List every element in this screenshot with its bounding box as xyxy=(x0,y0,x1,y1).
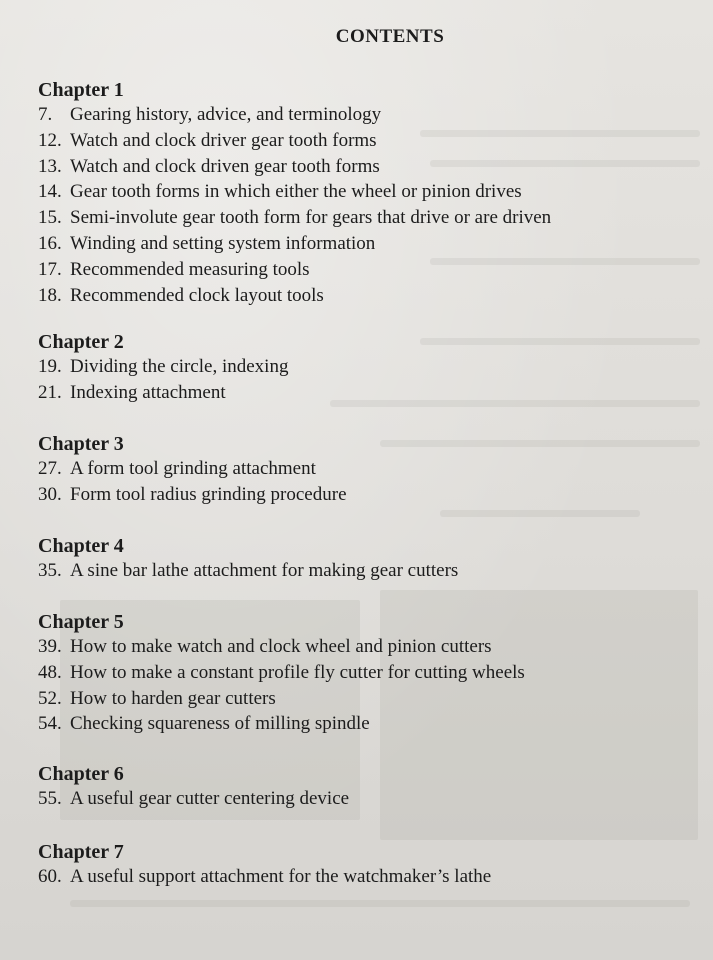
toc-page-number: 7. xyxy=(38,104,53,125)
toc-entry-title: Gear tooth forms in which either the wheel or pinion drives xyxy=(70,181,522,203)
toc-entry-title: Watch and clock driven gear tooth forms xyxy=(70,155,380,177)
page-title: CONTENTS xyxy=(335,26,445,47)
chapter-title: Chapter 3 xyxy=(38,433,124,455)
toc-page-number: 12. xyxy=(38,129,62,151)
toc-entry xyxy=(38,380,288,406)
toc-entry-title: Dividing the circle, indexing xyxy=(70,356,289,377)
toc-page-number: 21. xyxy=(38,381,62,403)
toc-page-number: 18. xyxy=(38,284,62,306)
toc-entry xyxy=(38,179,551,205)
toc-entry xyxy=(38,283,551,309)
toc-page-number: 48. xyxy=(38,661,62,683)
toc-entry-title: Watch and clock driver gear tooth forms xyxy=(70,129,377,151)
toc-page-number: 17. xyxy=(38,258,62,280)
chapter-section xyxy=(38,78,551,308)
toc-entry-title: A useful support attachment for the watchmaker’s lathe xyxy=(70,866,492,887)
toc-entry xyxy=(38,864,491,890)
bleed-through-line xyxy=(330,400,700,407)
chapter-section xyxy=(38,330,288,406)
toc-entry-title: Recommended measuring tools xyxy=(70,258,310,280)
toc-entry-title: Checking squareness of milling spindle xyxy=(70,713,370,735)
toc-entry-title: A sine bar lathe attachment for making gear cutters xyxy=(70,560,459,581)
toc-entry xyxy=(38,711,525,737)
chapter-section xyxy=(38,610,525,737)
toc-entry xyxy=(38,128,551,154)
toc-page-number: 35. xyxy=(38,560,62,581)
toc-entry-title: Recommended clock layout tools xyxy=(70,284,324,306)
toc-page-number: 15. xyxy=(38,207,62,229)
toc-entry xyxy=(38,558,458,584)
toc-page-number: 52. xyxy=(38,687,62,709)
toc-entry xyxy=(38,354,288,380)
toc-entry-title: How to make watch and clock wheel and pinion cutters xyxy=(70,636,492,657)
toc-page-number: 13. xyxy=(38,155,62,177)
toc-entry xyxy=(38,205,551,231)
toc-entry xyxy=(38,257,551,283)
toc-entry-title: Indexing attachment xyxy=(70,381,226,403)
chapter-title: Chapter 4 xyxy=(38,535,124,557)
chapter-title: Chapter 7 xyxy=(38,841,124,863)
toc-entry xyxy=(38,231,551,257)
bleed-through-line xyxy=(440,510,640,517)
toc-page-number: 39. xyxy=(38,636,62,657)
toc-entry-title: Semi-involute gear tooth form for gears that drive or are driven xyxy=(70,207,552,229)
toc-entry xyxy=(38,456,347,482)
toc-entry xyxy=(38,634,525,660)
toc-entry xyxy=(38,154,551,180)
toc-page-number: 60. xyxy=(38,866,62,887)
chapter-title: Chapter 5 xyxy=(38,611,124,633)
toc-entry xyxy=(38,482,347,508)
toc-entry-title: How to harden gear cutters xyxy=(70,687,276,709)
chapter-section xyxy=(38,534,458,584)
chapter-title: Chapter 6 xyxy=(38,763,124,785)
toc-entry xyxy=(38,660,525,686)
toc-page-number: 14. xyxy=(38,181,62,203)
toc-page-number: 19. xyxy=(38,356,62,377)
toc-entry-title: Form tool radius grinding procedure xyxy=(70,483,347,505)
toc-entry-title: A useful gear cutter centering device xyxy=(70,788,350,809)
chapter-section xyxy=(38,840,491,890)
bleed-through-line xyxy=(380,440,700,447)
bleed-through-line xyxy=(420,338,700,345)
toc-entry xyxy=(38,786,349,812)
toc-entry xyxy=(38,102,551,128)
toc-entry-title: How to make a constant profile fly cutter for cutting wheels xyxy=(70,661,525,683)
chapter-title: Chapter 1 xyxy=(38,79,124,101)
toc-entry-title: Gearing history, advice, and terminology xyxy=(70,104,382,125)
toc-page-number: 30. xyxy=(38,483,62,505)
bleed-through-line xyxy=(70,900,690,907)
chapter-section xyxy=(38,432,347,508)
toc-page-number: 27. xyxy=(38,458,62,479)
toc-page-number: 55. xyxy=(38,788,62,809)
toc-page-number: 16. xyxy=(38,232,62,254)
toc-entry-title: A form tool grinding attachment xyxy=(70,458,316,479)
chapter-section xyxy=(38,762,349,812)
chapter-title: Chapter 2 xyxy=(38,331,124,353)
toc-entry xyxy=(38,686,525,712)
toc-page-number: 54. xyxy=(38,713,62,735)
toc-entry-title: Winding and setting system information xyxy=(70,232,376,254)
